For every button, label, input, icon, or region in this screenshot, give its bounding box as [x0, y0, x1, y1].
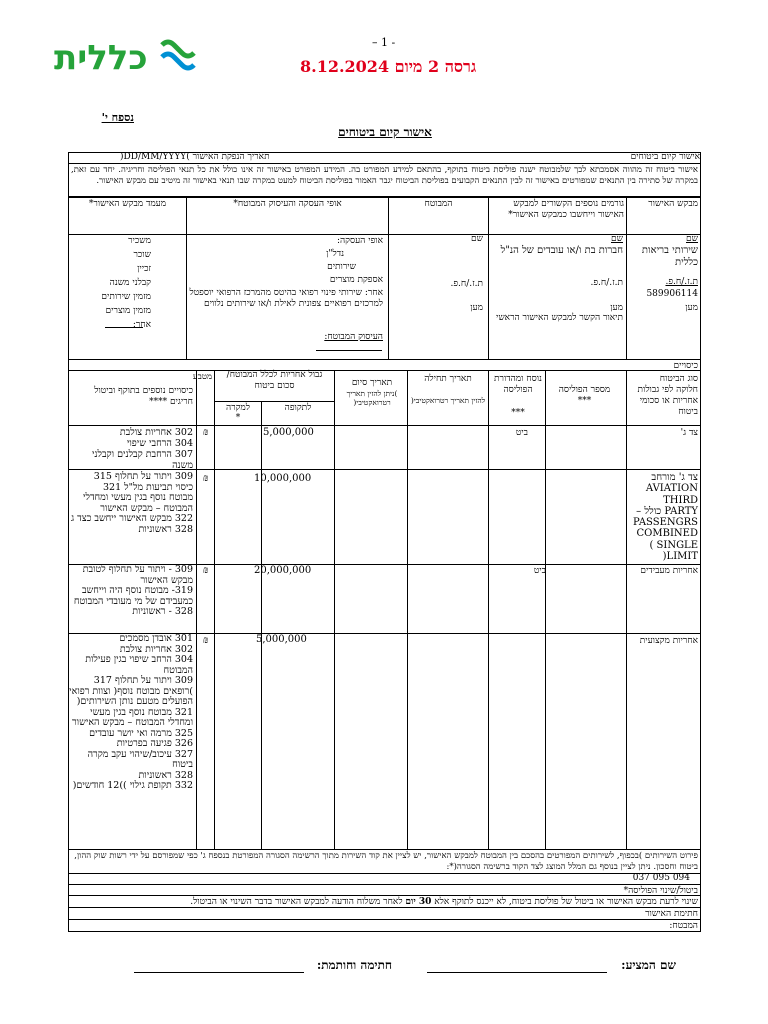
- grid-line: [407, 425, 408, 850]
- row3-limit: 20,000,000: [254, 565, 312, 576]
- related-description: תיאור הקשר למבקש האישור הראשי: [495, 313, 623, 323]
- hdr-limit-text: גבול אחריות לכלל המבוטח/ סכום ביטוח: [226, 370, 323, 391]
- cancellation-label: ביטול/שינוי הפוליסה*: [68, 884, 701, 896]
- insurer-label: המבטח:: [68, 919, 701, 932]
- row3-currency: ₪: [203, 566, 209, 576]
- row1-currency: ₪: [203, 428, 209, 438]
- hdr-policy-form-text: נוסח ומהדורת הפוליסה: [494, 374, 542, 395]
- requester-name: שירותי בריאות כללית: [641, 245, 698, 268]
- col-business-header: אופי העסקה והעיסוק המבוטח*: [186, 197, 389, 235]
- version-label: גרסה 2 מיום 8.12.2024: [300, 57, 477, 76]
- signature-stamp-label: חתימה וחותמת:: [316, 958, 392, 972]
- insured-address-label: מען: [470, 303, 483, 313]
- occupation-line: [316, 350, 382, 351]
- status-lessee: שוכר: [133, 250, 151, 260]
- requester-id: 589906114: [646, 289, 698, 299]
- row3-type: אחריות מעבידים: [640, 566, 698, 576]
- row1-form: ביט: [515, 428, 528, 438]
- insured-name-label: שם: [471, 234, 483, 244]
- status-franchisee: זכיין: [137, 264, 151, 274]
- row1-extras: 302 אחריות צולבת 304 הרחבי שיפוי 307 הרחבת קבלנים וקבלני משנה: [91, 427, 193, 471]
- proposer-name-label: שם המציע:: [621, 958, 676, 972]
- insured-id-label: ת.ז./ח.פ.: [450, 279, 483, 289]
- hdr-per-event-text: למקרה: [226, 403, 250, 413]
- insured-cell: [388, 234, 489, 360]
- related-id-label: ת.ז./ח.פ.: [590, 278, 623, 288]
- issue-date-label: תאריך הנפקת האישור )DD/MM/YYYY(: [120, 152, 270, 162]
- document-title: אישור קיום ביטוחים: [338, 125, 432, 139]
- proposer-name-line[interactable]: [427, 972, 607, 973]
- status-other: אחר:: [132, 320, 151, 330]
- business-item-supplies: אספקת מוצרים: [329, 275, 383, 285]
- cancellation-text-2: לאחר משלוח הודעה למבקש האישור בדבר השינוי או הביטול.: [190, 897, 406, 907]
- status-other-line: [105, 327, 143, 328]
- service-codes: 037 095 094: [632, 873, 690, 883]
- hdr-policy-number-note: ***: [577, 396, 592, 406]
- row2-type: צד ג' מורחב AVIATION THIRD PARTY כולל – PASSENGRS COMBINED ( SINGLE LIMIT(: [633, 472, 698, 563]
- row1-type: צד ג': [680, 428, 698, 438]
- row4-extras: 301 אובדן מסמכים 302 אחריות צולבת 304 הרחב שיפוי בגין פעילות המבוטח 309 ויתור על תחלוף 317 )רופאים מבוטח נוסף( וצוות רפואי הפועלים מטעם נותן השירותים( 321 מבוטח נוסף בגין מעשי ומחדלי המבוטח – מבקש האישור 325 מרמה ואי יושר עובדים 326 פגיעה בפרטיות 327 עיכוב/שיהוי עקב מקרה ביטוח 328 ראשוניות 332 תקופת גילוי ))12 חודשים(: [69, 633, 193, 791]
- col-status-header: מעמד מבקש האישור*: [68, 197, 187, 235]
- grid-line: [334, 425, 335, 850]
- row1-limit: 5,000,000: [263, 427, 314, 438]
- row3-form: ביט: [533, 566, 546, 576]
- intro-title: אישור קיום ביטוחים: [630, 152, 700, 162]
- row4-type: אחריות מקצועית: [639, 636, 698, 646]
- row4-currency: ₪: [203, 636, 209, 646]
- business-other: אחר: שירותי פינוי רפואי בהיטס מהמרכז הרפואי יוספטל למרכזים רפואיים צפונית לאילת ו/או שירותים נלווים: [189, 288, 383, 309]
- business-item-services: שירותים: [327, 262, 356, 272]
- coverage-section: כיסויים: [68, 359, 701, 371]
- hdr-policy-number-text: מספר הפוליסה: [558, 385, 611, 395]
- requester-signature: חתימת האישור: [68, 907, 701, 920]
- clalit-logo: [54, 36, 194, 76]
- row3-extras: 309 - ויתור על תחלוף לטובת מבקש האישור 319- מבוטח נוסף היה וייחשב כמעבידם של מי מעובדי המבוטח 328 - ראשוניות: [73, 564, 193, 617]
- row4-limit: 5,000,000: [256, 634, 307, 645]
- grid-line: [214, 425, 215, 850]
- status-services-client: מזמין שירותים: [101, 292, 151, 302]
- hdr-end-date-text: תאריך סיום: [351, 378, 393, 388]
- hdr-start-date-text: תאריך תחילה: [424, 374, 472, 384]
- related-address-label: מען: [610, 303, 623, 313]
- related-name: חברות בת ו/או עובדים של הנ"ל: [500, 245, 623, 256]
- col-related-header: גורמים נוספים הקשורים למבקש האישור וייחשבו כמבקש האישור*: [488, 197, 627, 235]
- business-nature-label: אופי העסקה:: [336, 236, 383, 246]
- row2-limit: 10,000,000: [254, 473, 312, 484]
- hdr-end-date-note: )ניתן להזין תאריך רטרואקטיבי(: [346, 389, 398, 407]
- signature-stamp-line[interactable]: [134, 972, 304, 973]
- col-requester-header: מבקש האישור: [626, 197, 701, 235]
- services-text: פירוט השירותים )בכפוף, לשירותים המפורטים בהסכם בין המבוטח למבקש האישור, יש לציין את קוד השירות מתוך הרשימה הסגורה המפורטת בנספח ג' כפי שמפורסם על ידי רשות שוק ההון, ביטוח וחסכון. ניתן לציין בנוסף גם המלל המוצג לצד הקוד ברשימה הסגורה(*:: [68, 849, 701, 874]
- related-name-label: שם: [611, 234, 623, 244]
- hdr-currency: מטבע: [196, 370, 215, 426]
- appendix-label: נספח י': [101, 111, 134, 124]
- requester-id-label: ת.ז./ח.פ.: [665, 277, 698, 287]
- hdr-policy-form-note: ***: [511, 408, 525, 418]
- cancellation-text-1: שינוי לרעת מבקש האישור או ביטול של פוליסת ביטוח, לא ייכנס לתוקף אלא: [431, 897, 698, 907]
- business-item-realestate: נדל"ן: [326, 249, 344, 259]
- hdr-start-date-note: להזין תאריך רטרואקטיבי(: [410, 396, 486, 405]
- grid-line: [626, 425, 627, 850]
- intro-text: אישור ביטוח זה מהווה אסמכתא לכך שלמבוטח ישנה פוליסת ביטוח בתוקף, בהתאם למידע המפורט בה. המידע המפורט באישור זה אינו כולל את כל תנאי הפוליסה וחריגיה. יחד עם זאת, במקרה של סתירה בין התנאים שמפורטים באישור זה לבין התנאים הקבועים בפוליסת הביטוח יגבר האמור בפוליסת הביטוח למעט במקרה שבו תנאי באישור זה מיטיב עם מבקש האישור.: [68, 163, 701, 197]
- logo-text: כללית: [54, 38, 148, 78]
- hdr-per-period-text: לתקופה: [284, 403, 312, 413]
- requester-address-label: מען: [685, 303, 698, 313]
- status-subcontractors: קבלני משנה: [109, 278, 151, 288]
- row2-extras: 309 ויתור על תחלוף 315 כיסוי תביעות מל"ל 321 מבוטח נוסף בגין מעשי ומחדלי המבוטח – מבקש האישור 322 מבקש האישור ייחשב כצד ג 328 ראשוניות: [71, 471, 193, 535]
- grid-line: [545, 425, 546, 850]
- cancellation-days: 30 יום: [405, 897, 432, 907]
- status-lessor: משכיר: [128, 236, 151, 246]
- status-products-client: מזמין מוצרים: [105, 306, 151, 316]
- business-occupation-label: העיסוק המבוטח:: [324, 332, 383, 342]
- grid-line: [488, 425, 489, 850]
- row2-currency: ₪: [203, 474, 209, 484]
- page-number: – 1 -: [372, 36, 396, 49]
- hdr-insurance-type-text: סוג הביטוח: [659, 374, 698, 384]
- hdr-insurance-type-sub: חלוקה לפי גבולות אחריות או סכומי ביטוח: [637, 385, 698, 417]
- requester-name-label: שם: [686, 234, 698, 244]
- col-insured-header: המבוטח: [388, 197, 489, 235]
- hdr-extras-text: כיסויים נוספים בתוקף וביטול חריגים ****: [94, 386, 193, 407]
- hdr-per-event-note: *: [235, 413, 241, 423]
- grid-line: [196, 425, 197, 850]
